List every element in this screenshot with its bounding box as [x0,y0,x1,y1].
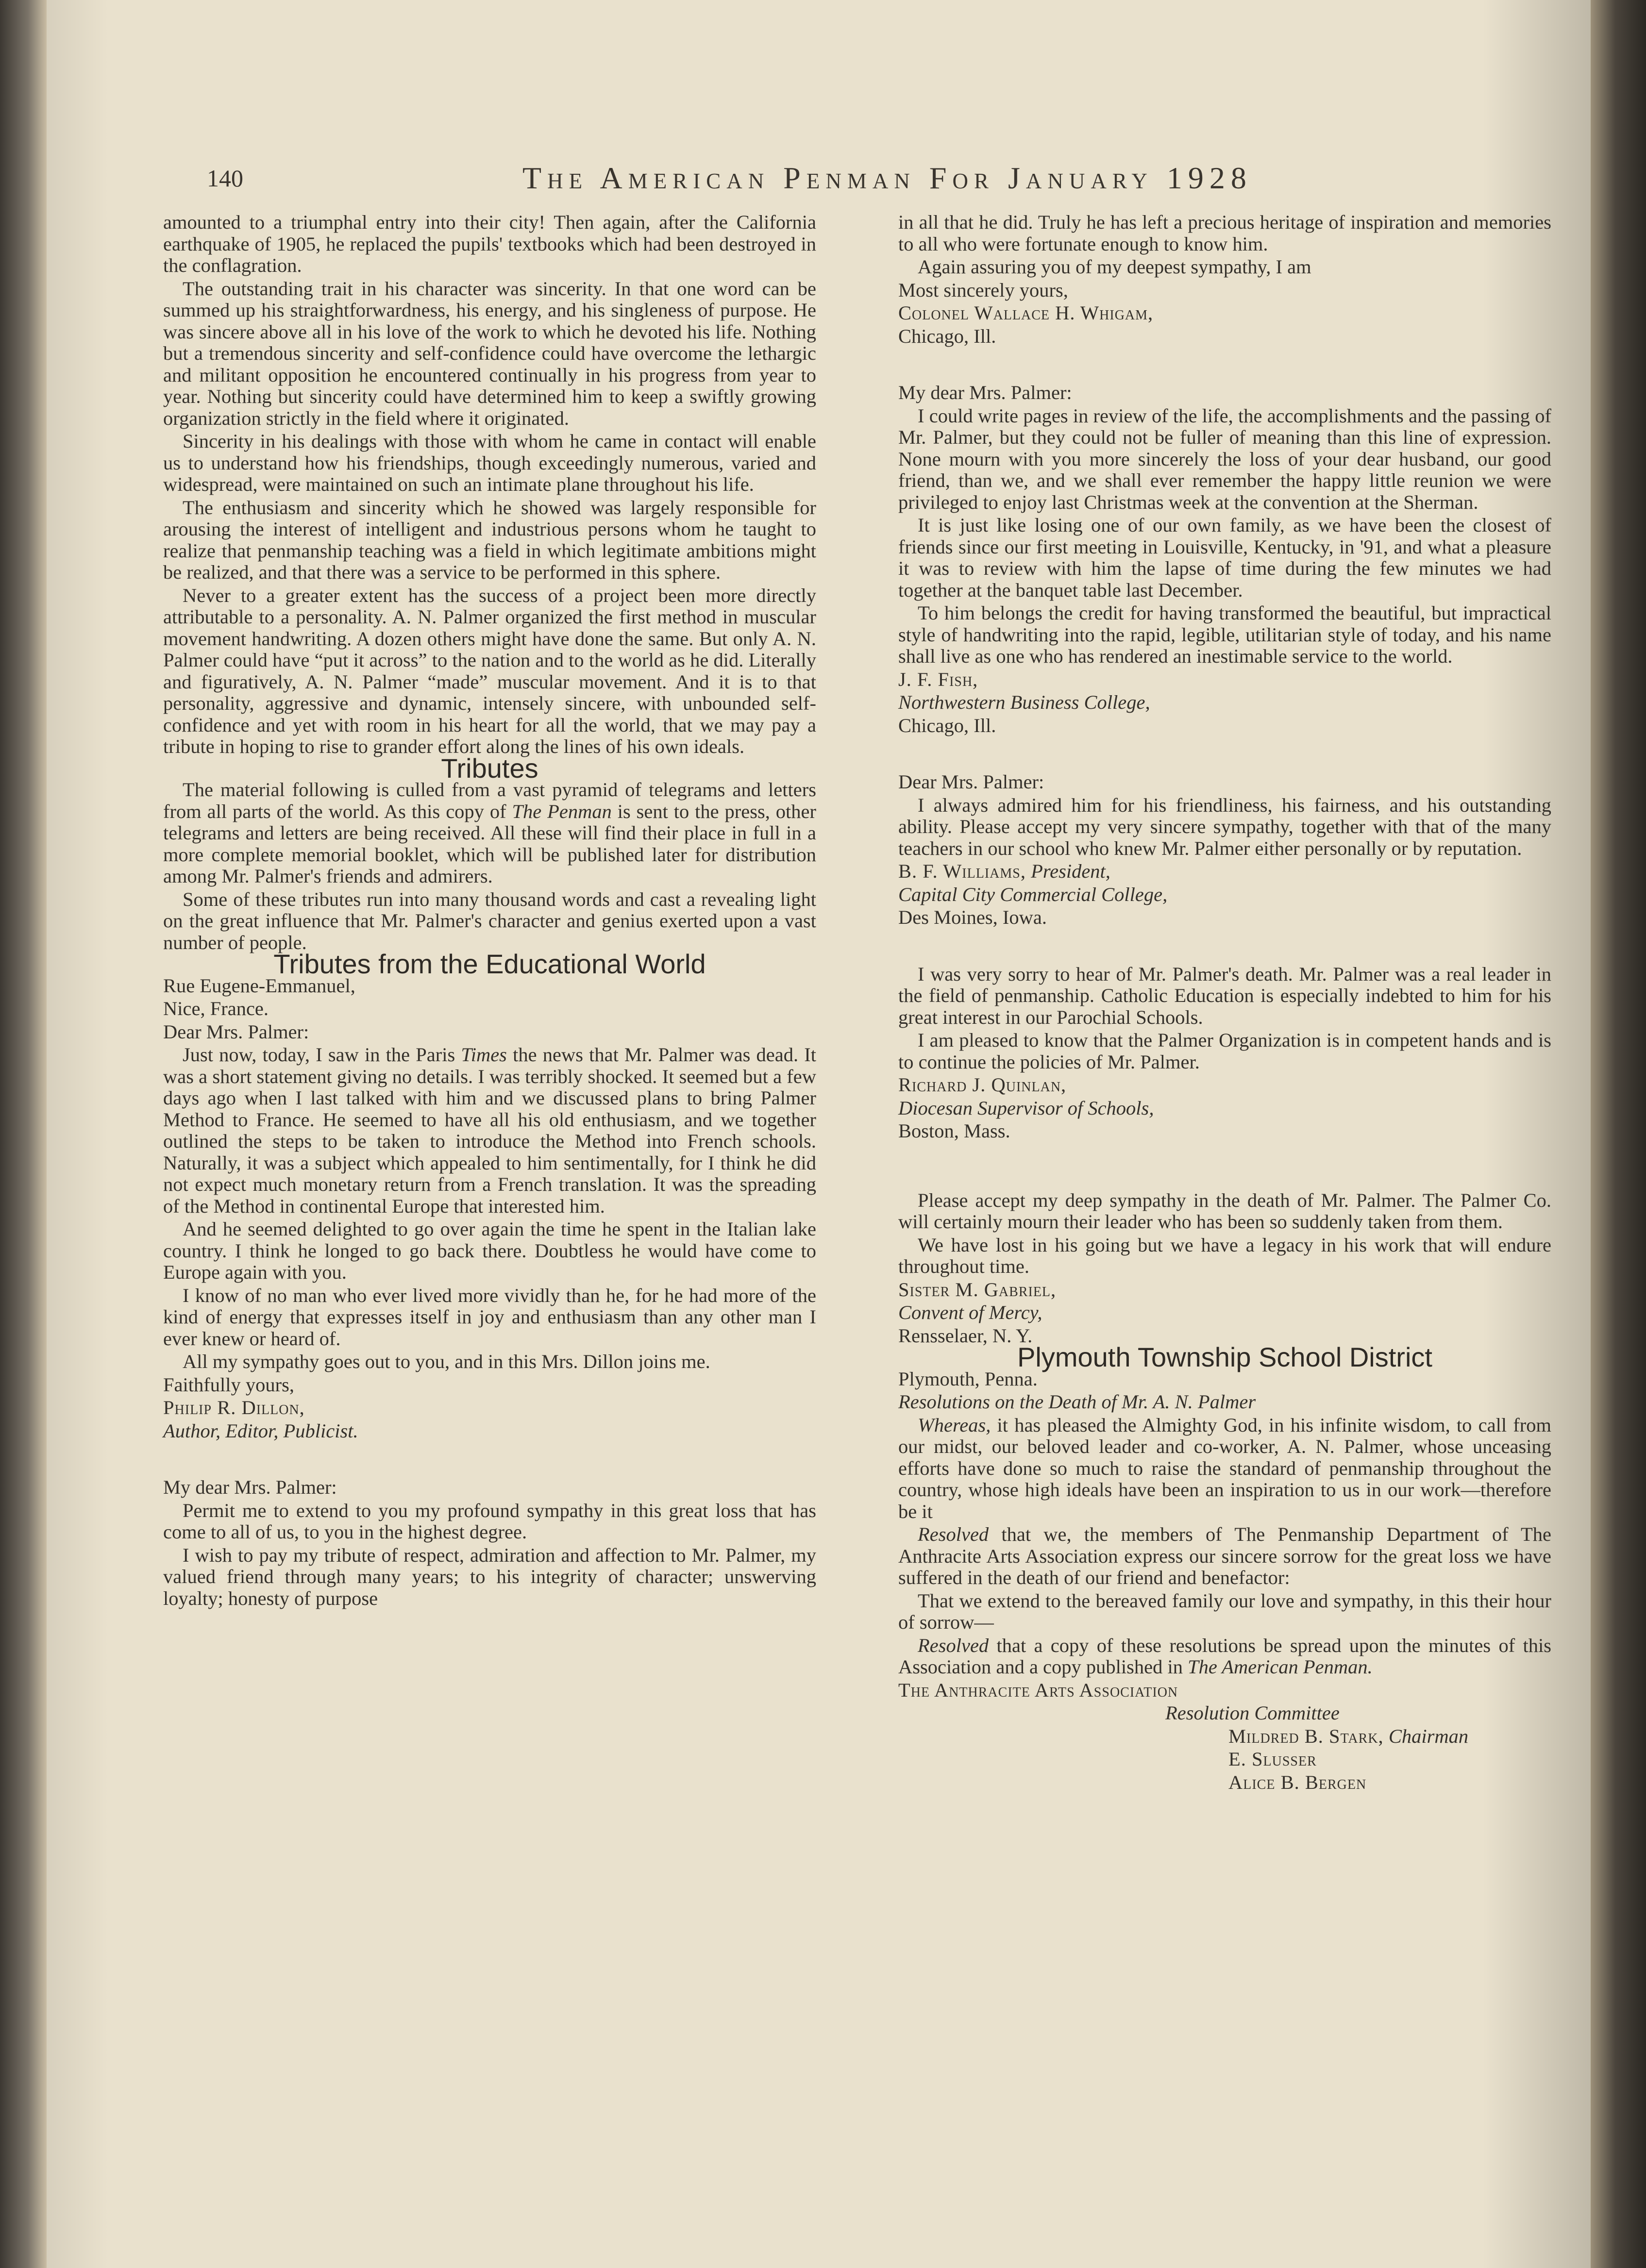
tributes-intro: The material following is culled from a vast pyramid of telegrams and letters from all parts of the world. As this copy of The Penman is sent to the press, other telegrams and letters are being received. All these will find their place in full in a more complete memorial booklet, which will be published later for distribution among Mr. Palmer's friends and admirers. [163,779,817,887]
letter-closing: Faithfully yours, [163,1373,294,1396]
right-column [898,212,1551,1793]
letter-paragraph: It is just like losing one of our own family, as we have been the closest of friends since our first meeting in Louisville, Kentucky, in '91, and what a pleasure it was to review with him the lapse of time during the few minutes we had together at the banquet table last December. [898,514,1551,601]
running-head [207,160,1372,199]
signature-city: Boston, Mass. [898,1120,1010,1142]
letter-paragraph: Permit me to extend to you my profound sympathy in this great loss that has come to all of us, to you in the highest degree. [163,1499,816,1543]
letter-paragraph: I wish to pay my tribute of respect, admiration and affection to Mr. Palmer, my valued friend through many years; to his integrity of character; unswerving loyalty; honesty of purpose [163,1544,816,1609]
resolution-title: Resolutions on the Death of Mr. A. N. Palmer [898,1391,1256,1413]
journal-title: The American Penman For January 1928 [522,161,1252,195]
resolution-paragraph: Resolved that a copy of these resolutions be spread upon the minutes of this Association and a copy published in The American Penman. [898,1634,1551,1678]
letter-paragraph: I could write pages in review of the life, the accomplishments and the passing of Mr. Palmer, but they could not be fuller of meaning than this line of expression. None mourn with you more sincerely the loss of your dear husband, our good friend, than we, and we shall ever remember the happy little reunion we were privileged to enjoy last Christmas week at the convention at the Sherman. [898,404,1551,513]
signature-city: Chicago, Ill. [898,714,996,736]
signature-name: Philip R. Dillon, [163,1397,305,1418]
article-paragraph: The enthusiasm and sincerity which he showed was largely responsible for arousing the interest of intelligent and industrious persons whom he taught to realize that penmanship teaching was a field in which legitimate ambitions might be realized, and that there was a service to be performed in this sphere. [163,496,816,583]
letter-address: Nice, France. [163,998,269,1019]
letter-closing: Most sincerely yours, [898,279,1068,301]
signature-name: B. F. Williams, President, [898,860,1110,882]
letter-address: Rue Eugene-Emmanuel, [163,974,355,997]
letter-paragraph: I always admired him for his friendliness, his fairness, and his outstanding ability. Please accept my very sincere sympathy, together with that of the many teachers in our school who knew Mr. Palmer either personally or by reputation. [898,794,1551,859]
letter-paragraph: All my sympathy goes out to you, and in this Mrs. Dillon joins me. [183,1351,710,1372]
letter-paragraph: I was very sorry to hear of Mr. Palmer's death. Mr. Palmer was a real leader in the field of penmanship. Catholic Education is especially indebted to him for his great interest in our Parochial Schools. [898,963,1551,1028]
signature-name: Colonel Wallace H. Whigam, [898,302,1154,324]
article-paragraph: Never to a greater extent has the success of a project been more directly attributable to a personality. A. N. Palmer organized the first method in muscular movement handwriting. A dozen others might have done the same. But only A. N. Palmer could have “put it across” to the nation and to the world as he did. Literally and figuratively, A. N. Palmer “made” muscular movement. And it is to that personality, aggressive and dynamic, intensely sincere, with unbounded self-confidence and yet with room in his heart for all the world, that we may pay a tribute in hoping to rise to grander effort along the lines of his own ideals. [163,584,816,757]
letter-salutation: Dear Mrs. Palmer: [163,1020,309,1043]
signature-org: Capital City Commercial College, [898,883,1168,905]
page-number: 140 [207,165,243,192]
letter-paragraph: We have lost in his going but we have a legacy in his work that will endure throughout time. [898,1234,1551,1277]
letter-paragraph: Just now, today, I saw in the Paris Times the news that Mr. Palmer was dead. It was a short statement giving no details. I was terribly shocked. It seemed but a few days ago when I last talked with him and we discussed plans to bring Palmer Method to France. He seemed to have all his old enthusiasm, and we together outlined the steps to be taken to introduce the Method into French schools. Naturally, it was a subject which appealed to him sentimentally, for I think he did not expect much monetary return from a French translation. It was the spreading of the Method in continental Europe that interested him. [163,1044,816,1217]
article-paragraph: The outstanding trait in his character was sincerity. In that one word can be summed up his straightforwardness, his energy, and his singleness of purpose. He was sincere above all in his love of the work to which he devoted his life. Nothing but a tremendous sincerity and self-confidence could have overcome the lethargic and militant opposition he encountered continually in his progress from year to year. Nothing but sincerity could have determined him to keep a swiftly growing organization strictly in the field where it originated. [163,277,816,429]
letter-paragraph: And he seemed delighted to go over again the time he spent in the Italian lake country. I think he longed to go back there. Doubtless he would have come to Europe again with you. [163,1218,816,1283]
signature-title: Author, Editor, Publicist. [163,1419,358,1442]
committee-name: Resolution Committee [1165,1702,1340,1724]
tributes-intro-2: Some of these tributes run into many thousand words and cast a revealing light on the great influence that Mr. Palmer's character and genius exerted upon a vast number of people. [163,888,816,953]
educational-world-heading: Tributes from the Educational World [273,949,706,979]
resolution-paragraph: Resolved that we, the members of The Penmanship Department of The Anthracite Arts Association express our sincere sorrow for the great loss we have suffered in the death of our friend and benefactor: [898,1523,1551,1588]
committee-member: E. Slusser [1228,1748,1317,1770]
letter-salutation: My dear Mrs. Palmer: [898,382,1072,403]
signature-name: Richard J. Quinlan, [898,1074,1067,1096]
letter-paragraph: I know of no man who ever lived more vividly than he, for he had more of the kind of energy that expresses itself in joy and enthusiasm than any other man I ever knew or heard of. [163,1284,816,1350]
page-edge-shadow [1591,0,1646,2268]
plymouth-heading: Plymouth Township School District [1017,1342,1432,1372]
book-binding-shadow [0,0,47,2268]
letter-paragraph: in all that he did. Truly he has left a precious heritage of inspiration and memories to all who were fortunate enough to know him. [898,211,1551,255]
signature-org: Northwestern Business College, [898,691,1150,713]
resolution-paragraph: Whereas, it has pleased the Almighty God, in his infinite wisdom, to call from our midst, our beloved leader and co-worker, A. N. Palmer, whose unceasing efforts have done so much to raise the standard of penmanship throughout the country, whose high ideals have been an inspiration to us in our work—therefore be it [898,1414,1551,1522]
association-name: The Anthracite Arts Association [898,1679,1178,1701]
left-column [163,212,816,1609]
resolution-paragraph: That we extend to the bereaved family our love and sympathy, in this their hour of sorrow— [898,1589,1551,1633]
letter-paragraph: I am pleased to know that the Palmer Organization is in competent hands and is to continue the policies of Mr. Palmer. [898,1029,1551,1073]
signature-city: Chicago, Ill. [898,325,996,347]
resolution-place: Plymouth, Penna. [898,1367,1038,1390]
signature-org: Convent of Mercy, [898,1301,1042,1323]
signature-title: Diocesan Supervisor of Schools, [898,1097,1154,1119]
committee-member: Alice B. Bergen [1228,1771,1367,1793]
letter-salutation: My dear Mrs. Palmer: [163,1476,337,1498]
letter-salutation: Dear Mrs. Palmer: [898,771,1044,793]
signature-name: J. F. Fish, [898,668,978,690]
committee-member: Mildred B. Stark, Chairman [1228,1725,1469,1747]
magazine-page [47,0,1591,2268]
signature-name: Sister M. Gabriel, [898,1278,1057,1301]
signature-city: Rensselaer, N. Y. [898,1324,1033,1347]
letter-paragraph: To him belongs the credit for having transformed the beautiful, but impractical style of handwriting into the rapid, legible, utilitarian style of today, and his name shall live as one who has rendered an inestimable service to the world. [898,602,1551,667]
article-paragraph: amounted to a triumphal entry into their city! Then again, after the California earthquake of 1905, he replaced the pupils' textbooks which had been destroyed in the conflagration. [163,211,816,276]
letter-paragraph: Again assuring you of my deepest sympathy, I am [918,256,1311,278]
signature-city: Des Moines, Iowa. [898,906,1047,928]
article-paragraph: Sincerity in his dealings with those with whom he came in contact will enable us to understand how his friendships, though exceedingly numerous, varied and widespread, were maintained on such an intimate plane throughout his life. [163,430,816,495]
tributes-heading: Tributes [441,752,538,784]
letter-paragraph: Please accept my deep sympathy in the death of Mr. Palmer. The Palmer Co. will certainly mourn their leader who has been so suddenly taken from them. [898,1189,1551,1233]
